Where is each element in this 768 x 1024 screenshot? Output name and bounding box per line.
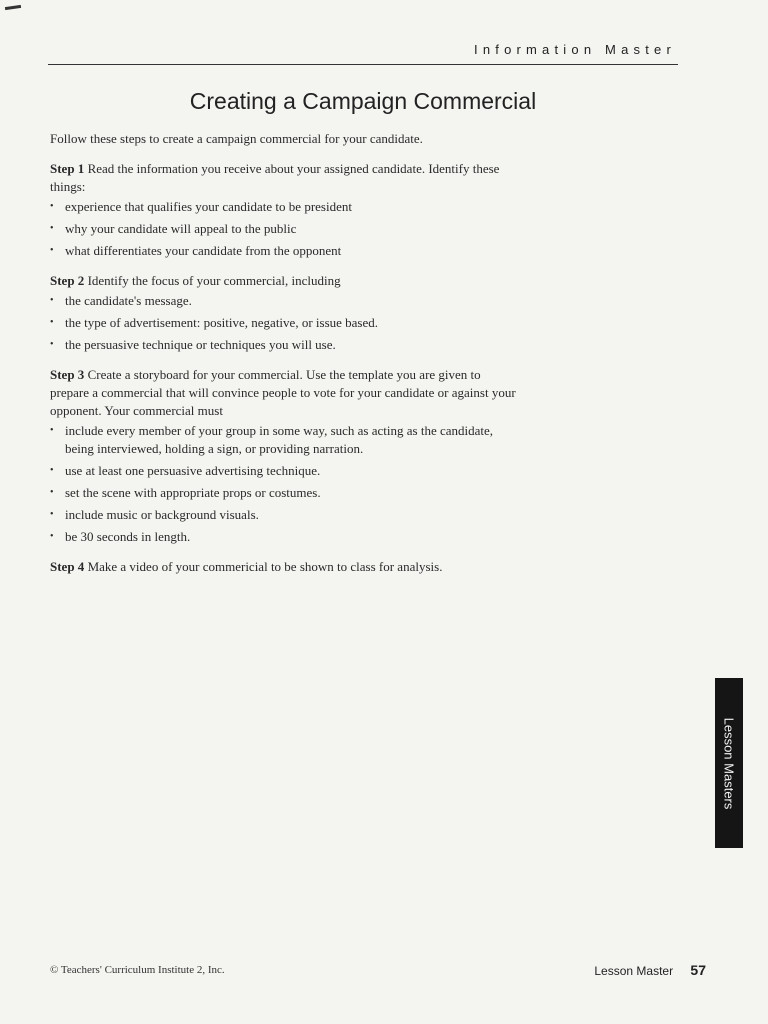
header-rule <box>48 64 678 65</box>
step-1-list <box>50 198 520 260</box>
step-2-text <box>50 272 520 290</box>
footer-right <box>594 962 706 978</box>
list-item: • use at least one persuasive advertising technique. <box>50 462 520 480</box>
step-4-label: Step 4 <box>50 559 85 574</box>
list-item: • be 30 seconds in length. <box>50 528 520 546</box>
step-1-text <box>50 160 520 196</box>
step-3-label: Step 3 <box>50 367 85 382</box>
page-number: 57 <box>690 962 706 978</box>
step-3-text <box>50 366 520 420</box>
scan-mark <box>5 5 21 10</box>
list-item: • the persuasive technique or techniques you will use. <box>50 336 520 354</box>
list-item: • experience that qualifies your candidate to be president <box>50 198 520 216</box>
step-2-body: Identify the focus of your commercial, including <box>87 273 341 288</box>
list-item: • why your candidate will appeal to the public <box>50 220 520 238</box>
list-item: • the type of advertisement: positive, negative, or issue based. <box>50 314 520 332</box>
step-2 <box>50 272 520 354</box>
header-label: Information Master <box>474 42 676 57</box>
list-item: • the candidate's message. <box>50 292 520 310</box>
step-4-body: Make a video of your commericial to be shown to class for analysis. <box>87 559 443 574</box>
step-4 <box>50 558 520 576</box>
side-tab <box>715 678 743 848</box>
step-4-text <box>50 558 520 576</box>
step-1 <box>50 160 520 260</box>
step-3-body: Create a storyboard for your commercial. Use the template you are given to prepare a commercial that will convince people to vote for your candidate or against your opponent. Your commercial must <box>50 367 516 418</box>
intro-text: Follow these steps to create a campaign commercial for your candidate. <box>50 131 423 146</box>
page-title: Creating a Campaign Commercial <box>189 88 537 114</box>
step-3 <box>50 366 520 546</box>
list-item: • include every member of your group in some way, such as acting as the candidate, being interviewed, holding a sign, or providing narration. <box>50 422 520 458</box>
side-tab-label: Lesson Masters <box>721 717 737 809</box>
footer-copyright: © Teachers' Curriculum Institute 2, Inc. <box>50 964 225 976</box>
list-item: • what differentiates your candidate from the opponent <box>50 242 520 260</box>
document-body <box>50 130 520 588</box>
footer-label: Lesson Master <box>594 964 674 978</box>
step-2-label: Step 2 <box>50 273 85 288</box>
step-2-list <box>50 292 520 354</box>
step-1-body: Read the information you receive about your assigned candidate. Identify these things: <box>50 161 500 194</box>
step-1-label: Step 1 <box>50 161 85 176</box>
list-item: • include music or background visuals. <box>50 506 520 524</box>
list-item: • set the scene with appropriate props or costumes. <box>50 484 520 502</box>
step-3-list <box>50 422 520 546</box>
